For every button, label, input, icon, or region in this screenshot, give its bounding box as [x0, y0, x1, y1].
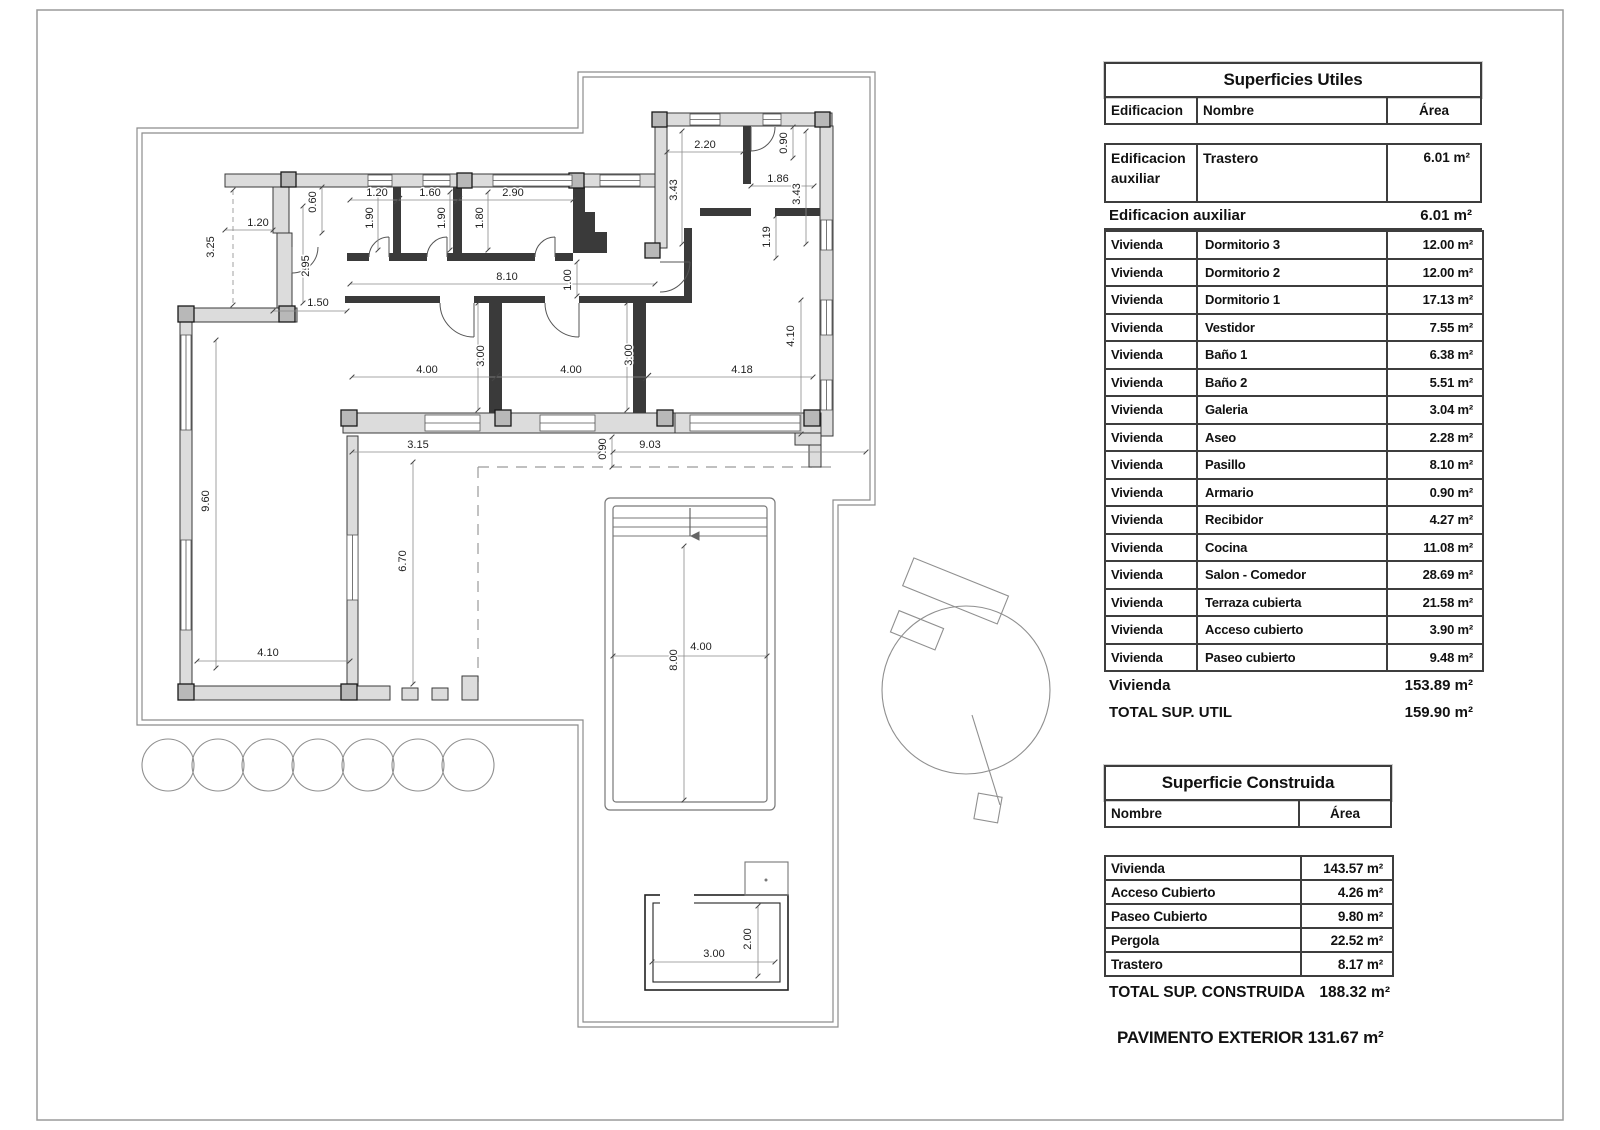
table-cell: 12.00 m²: [1387, 259, 1483, 287]
col-header-edificacion: Edificacion: [1106, 98, 1198, 123]
table-cell: 2.28 m²: [1387, 424, 1483, 452]
pool: [605, 498, 775, 810]
dimension-label: 4.00: [690, 641, 712, 653]
dimension-label: 3.43: [791, 183, 803, 205]
table-cell: Vivienda: [1105, 424, 1197, 452]
table-cell: 143.57 m²: [1301, 856, 1393, 880]
tree-circle: [442, 739, 494, 791]
dimension-label: 4.00: [416, 364, 438, 376]
utiles-table-title: Superficies Utiles: [1104, 62, 1482, 98]
table-cell: Vivienda: [1105, 479, 1197, 507]
table-cell: Vivienda: [1105, 589, 1197, 617]
dimension-label: 1.19: [761, 226, 773, 248]
dimension-label: 1.00: [562, 269, 574, 291]
trastero-door-gap: [660, 894, 694, 904]
table-cell: Vivienda: [1105, 286, 1197, 314]
tree-circle: [242, 739, 294, 791]
total-util-label: TOTAL SUP. UTIL: [1109, 704, 1233, 721]
dimension-label: 1.90: [364, 207, 376, 229]
table-cell: Baño 2: [1197, 369, 1387, 397]
table-cell: 12.00 m²: [1387, 231, 1483, 259]
tree-circle: [292, 739, 344, 791]
dimension-label: 4.18: [731, 364, 753, 376]
table-cell: Vivienda: [1105, 369, 1197, 397]
col-header-nombre: Nombre: [1198, 98, 1388, 123]
dimension-label: 0.60: [307, 191, 319, 213]
vivienda-summary-label: Vivienda: [1109, 677, 1171, 694]
dimension-label: 0.90: [778, 132, 790, 154]
table-cell: Vivienda: [1105, 341, 1197, 369]
table-cell: 21.58 m²: [1387, 589, 1483, 617]
dimension-label: 1.20: [366, 187, 388, 199]
table-cell: 17.13 m²: [1387, 286, 1483, 314]
vivienda-summary-area: 153.89 m²: [1404, 677, 1473, 694]
trastero-building: [645, 862, 788, 990]
table-cell: Pasillo: [1197, 451, 1387, 479]
table-cell: 6.38 m²: [1387, 341, 1483, 369]
dimension-label: 4.00: [560, 364, 582, 376]
tree-circle: [192, 739, 244, 791]
table-cell: Vivienda: [1105, 534, 1197, 562]
dimension-label: 4.10: [785, 325, 797, 347]
pavimento-exterior-note: PAVIMENTO EXTERIOR 131.67 m²: [1117, 1028, 1384, 1047]
table-cell: 8.10 m²: [1387, 451, 1483, 479]
table-cell: 9.48 m²: [1387, 644, 1483, 672]
dimension-label: 1.50: [307, 297, 329, 309]
table-cell: Armario: [1197, 479, 1387, 507]
aux-summary-area: 6.01 m²: [1420, 207, 1472, 224]
aux-nombre: Trastero: [1198, 145, 1388, 201]
dimension-label: 2.00: [742, 928, 754, 950]
table-cell: Acceso cubierto: [1197, 616, 1387, 644]
total-construida-label: TOTAL SUP. CONSTRUIDA: [1109, 984, 1306, 1001]
dimension-label: 3.43: [668, 179, 680, 201]
tree-circle: [142, 739, 194, 791]
dimension-label: 2.90: [502, 187, 524, 199]
dimension-label: 9.60: [200, 490, 212, 512]
table-cell: 3.90 m²: [1387, 616, 1483, 644]
table-cell: Galeria: [1197, 396, 1387, 424]
table-cell: Paseo Cubierto: [1105, 904, 1301, 928]
dimension-label: 9.03: [639, 439, 661, 451]
table-cell: Dormitorio 1: [1197, 286, 1387, 314]
table-cell: 11.08 m²: [1387, 534, 1483, 562]
table-cell: 4.27 m²: [1387, 506, 1483, 534]
dimension-label: 1.60: [419, 187, 441, 199]
table-cell: 22.52 m²: [1301, 928, 1393, 952]
total-construida-area: 188.32 m²: [1319, 984, 1390, 1001]
dimension-label: 3.00: [475, 345, 487, 367]
table-cell: Acceso Cubierto: [1105, 880, 1301, 904]
table-cell: Vivienda: [1105, 314, 1197, 342]
table-cell: 4.26 m²: [1301, 880, 1393, 904]
dimension-label: 2.20: [694, 139, 716, 151]
total-util-area: 159.90 m²: [1404, 704, 1473, 721]
table-cell: Dormitorio 2: [1197, 259, 1387, 287]
table-cell: Vivienda: [1105, 644, 1197, 672]
table-cell: Vestidor: [1197, 314, 1387, 342]
table-cell: Trastero: [1105, 952, 1301, 976]
aux-area: 6.01 m²: [1423, 150, 1470, 165]
table-cell: 8.17 m²: [1301, 952, 1393, 976]
dimension-label: 1.90: [436, 207, 448, 229]
table-cell: Vivienda: [1105, 396, 1197, 424]
dimension-label: 4.10: [257, 647, 279, 659]
table-cell: Vivienda: [1105, 616, 1197, 644]
dimension-label: 8.10: [496, 271, 518, 283]
table-cell: 9.80 m²: [1301, 904, 1393, 928]
table-cell: Cocina: [1197, 534, 1387, 562]
dimension-label: 3.00: [703, 948, 725, 960]
table-cell: 3.04 m²: [1387, 396, 1483, 424]
col-header-area: Área: [1418, 103, 1450, 118]
trees-row: [142, 739, 494, 791]
table-cell: Salon - Comedor: [1197, 561, 1387, 589]
table-cell: Vivienda: [1105, 506, 1197, 534]
dimension-label: 3.00: [623, 344, 635, 366]
table-cell: Dormitorio 3: [1197, 231, 1387, 259]
dimension-label: 6.70: [397, 550, 409, 572]
table-cell: 5.51 m²: [1387, 369, 1483, 397]
construida-table-title: Superficie Construida: [1104, 765, 1392, 801]
dimension-label: 1.20: [247, 217, 269, 229]
table-cell: 0.90 m²: [1387, 479, 1483, 507]
table-cell: Vivienda: [1105, 231, 1197, 259]
table-cell: Recibidor: [1197, 506, 1387, 534]
dimension-label: 8.00: [668, 649, 680, 671]
aux-summary-label: Edificacion auxiliar: [1109, 207, 1246, 224]
table-cell: Vivienda: [1105, 451, 1197, 479]
large-tree: [882, 558, 1050, 823]
dimension-label: 1.80: [474, 207, 486, 229]
tree-circle: [392, 739, 444, 791]
table-cell: Vivienda: [1105, 561, 1197, 589]
table-cell: 28.69 m²: [1387, 561, 1483, 589]
table-cell: Terraza cubierta: [1197, 589, 1387, 617]
dimension-label: 1.86: [767, 173, 789, 185]
table-cell: Vivienda: [1105, 856, 1301, 880]
table-cell: Pergola: [1105, 928, 1301, 952]
table-cell: Aseo: [1197, 424, 1387, 452]
trastero-top-unit: [745, 862, 788, 895]
col-header-nombre: Nombre: [1106, 801, 1300, 826]
table-cell: Paseo cubierto: [1197, 644, 1387, 672]
table-cell: Baño 1: [1197, 341, 1387, 369]
col-header-area: Área: [1329, 806, 1361, 821]
tree-circle: [342, 739, 394, 791]
dimension-label: 3.25: [205, 236, 217, 258]
dimension-label: 0.90: [597, 438, 609, 460]
dimension-label: 2.95: [300, 255, 312, 277]
table-cell: 7.55 m²: [1387, 314, 1483, 342]
aux-edificacion: Edificacion auxiliar: [1106, 145, 1198, 201]
table-cell: Vivienda: [1105, 259, 1197, 287]
dimension-label: 3.15: [407, 439, 429, 451]
